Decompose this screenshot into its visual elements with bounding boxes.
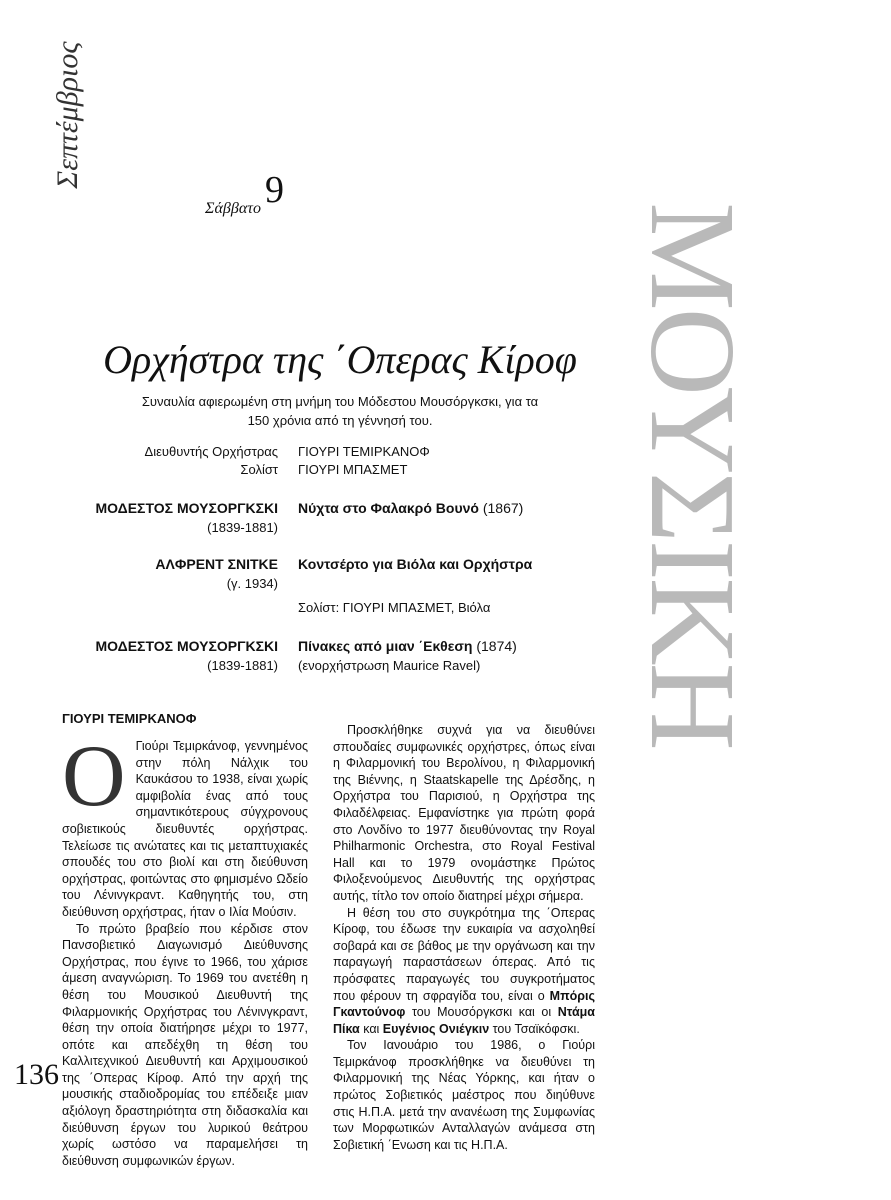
program-composer [60, 498, 278, 538]
drop-cap: Ο [62, 728, 126, 825]
composer-name: ΑΛΦΡΕΝΤ ΣΝΙΤΚΕ [155, 556, 278, 572]
credit-role: Διευθυντής Ορχήστρας [144, 444, 278, 459]
bio-column-1 [62, 728, 308, 1169]
composer-dates: (γ. 1934) [226, 576, 278, 591]
section-title: ΜΟΥΣΙΚΗ [625, 202, 760, 748]
composer-name: ΜΟΔΕΣΤΟΣ ΜΟΥΣΟΡΓΚΣΚΙ [95, 500, 278, 516]
bio-paragraph: Τον Ιανουάριο του 1986, ο Γιούρι Τεμιρκάνοφ προσκλήθηκε να διευθύνει τη Φιλαρμονική της Νέας Υόρκης, και ήταν ο πρώτος Σοβιετικός μαέστρος που διηύθυνε στις Η.Π.Α. μετά την ανανέωση της Συμφωνίας των Μορφωτικών Ανταλλαγών ανάμεσα στη Σοβιετική ΄Ενωση και τις Η.Π.Α. [333, 1038, 595, 1152]
bio-paragraph: Προσκλήθηκε συχνά για να διευθύνει σπουδαίες συμφωνικές ορχήστρες, όπως είναι η Φιλαρμονική του Βερολίνου, η Φιλαρμονική της Βιέννης, η Staatskapelle της Δρέσδης, η Ορχήστρα του Παρισιού, η Ορχήστρα της Φιλαδέλφειας. Εμφανίστηκε για πρώτη φορά στο Λονδίνο το 1977 διευθύνοντας την Royal Philharmonic Orchestra, στο Royal Festival Hall και το 1979 ονομάστηκε Πρώτος Φιλοξενούμενος Διευθυντής της ορχήστρας αυτής, τίτλο τον οποίο διατηρεί μέχρι σήμερα. [333, 723, 595, 903]
page-title: Ορχήστρα της ΄Οπερας Κίροφ [103, 337, 577, 382]
credit-name: ΓΙΟΥΡΙ ΤΕΜΙΡΚΑΝΟΦ [298, 444, 430, 459]
work-year: (1874) [476, 638, 517, 654]
production-title: Ντάμα Πίκα [333, 1005, 595, 1036]
bio-paragraph: Το πρώτο βραβείο που κέρδισε στον Πανσοβιετικό Διαγωνισμό Διεύθυνσης Ορχήστρας, που έγινε το 1966, του χάρισε άμεση αναγνώριση. Το 1969 του ανετέθη η θέση του Μουσικού Διευθυντή της Φιλαρμονικής Ορχήστρας του Λένινγκραντ, θέση την οποία διατήρησε μέχρι το 1977, οπότε και απεδέχθη τη θέση του Καλλιτεχνικού Διευθυντή και Αρχιμουσικού της ΄Οπερας Κίροφ. Από την αρχή της μουσικής σταδιοδρομίας του επέδειξε μιαν αξιόλογη δραστηριότητα στη διδασκαλία και διεύθυνση έργων του λυρικού θεάτρου χωρίς ωστόσο να παραμελήσει τη διεύθυνση συμφωνικών έργων. [62, 921, 308, 1168]
page-number: 136 [14, 1058, 59, 1091]
program-work-extra [298, 598, 490, 618]
work-title: Πίνακες από μιαν ΄Εκθεση [298, 638, 473, 654]
production-title: Ευγένιος Ονιέγκιν [382, 1021, 490, 1036]
work-orchestration: (ενορχήστρωση Maurice Ravel) [298, 658, 481, 673]
credit-name: ΓΙΟΥΡΙ ΜΠΑΣΜΕΤ [298, 462, 408, 477]
bio-heading: ΓΙΟΥΡΙ ΤΕΜΙΡΚΑΝΟΦ [62, 711, 197, 726]
production-title: Μπόρις Γκαντούνοφ [333, 988, 595, 1020]
work-soloist: Σολίστ: ΓΙΟΥΡΙ ΜΠΑΣΜΕΤ, Βιόλα [298, 600, 491, 615]
bio-paragraph: Γιούρι Τεμιρκάνοφ, γεννημένος στην πόλη Νάλχικ του Καυκάσου το 1938, είναι χωρίς αμφιβολία ένας από τους σημαντικότερους σύγχρονους σοβιετικούς διευθυντές ορχήστρας. Τελείωσε τις ανώτατες και τις μεταπτυχιακές σπουδές του στο βιολί και στη διεύθυνση ορχήστρας, φοιτώντας στο φημισμένο Ωδείο του Λένινγκραντ. Καθηγητής του, στη διεύθυνση ορχήστρας, ήταν ο Ιλία Μούσιν. [62, 739, 308, 919]
day-name: Σάββατο [205, 200, 261, 217]
bio-column-2 [333, 722, 595, 1153]
credit-role: Σολίστ [240, 462, 278, 477]
program-work [298, 554, 532, 574]
program-work [298, 636, 517, 676]
subtitle: Συναυλία αφιερωμένη στη μνήμη του Μόδεστου Μουσόργκσκι, για τα 150 χρόνια από τη γέννησή του. [141, 394, 539, 428]
composer-name: ΜΟΔΕΣΤΟΣ ΜΟΥΣΟΡΓΚΣΚΙ [95, 638, 278, 654]
composer-dates: (1839-1881) [207, 658, 278, 673]
work-title: Νύχτα στο Φαλακρό Βουνό [298, 500, 479, 516]
month-label: Σεπτέμβριος [51, 41, 84, 189]
work-title: Κοντσέρτο για Βιόλα και Ορχήστρα [298, 556, 533, 572]
day-number: 9 [265, 169, 284, 211]
program-work [298, 498, 523, 518]
program-composer [60, 636, 278, 676]
work-year: (1867) [482, 500, 524, 516]
composer-dates: (1839-1881) [207, 520, 278, 535]
program-composer [60, 554, 278, 594]
bio-paragraph: Η θέση του στο συγκρότημα της ΄Οπερας Κίροφ, του έδωσε την ευκαιρία να ασχοληθεί σοβαρά και σε βάθος με την οργάνωση και την παραγωγή παραστάσεων όπερας. Από τις πρόσφατες παραγωγές του συγκροτήματος που φέρουν τη σφραγίδα του, είναι ο Μπόρις Γκαντούνοφ του Μουσόργκσκι και οι Ντάμα Πίκα και Ευγένιος Ονιέγκιν του Τσαϊκόφσκι. [333, 905, 595, 1036]
